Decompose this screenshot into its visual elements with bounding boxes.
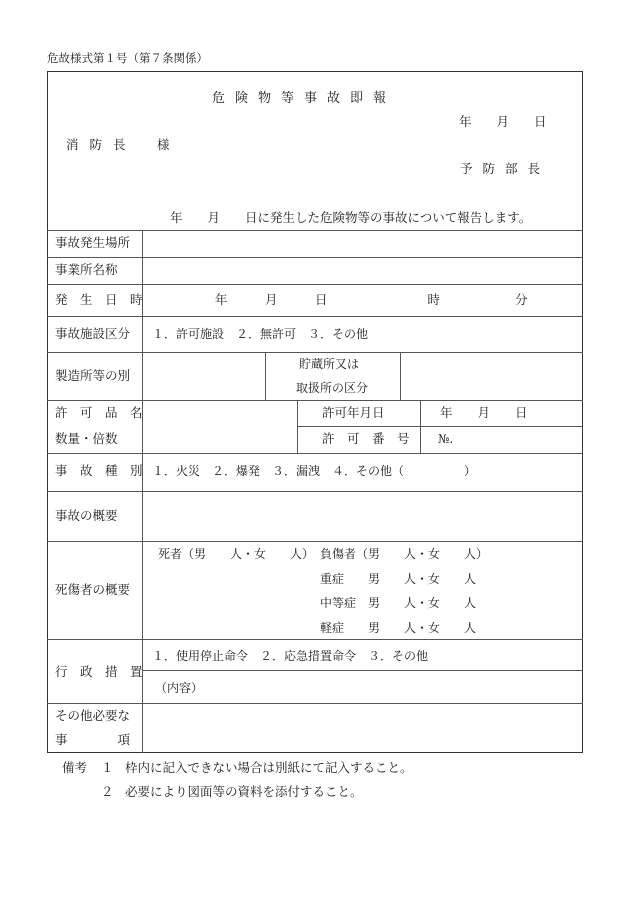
- type-options[interactable]: １．火災 ２．爆発 ３．漏洩 ４．その他（ ）: [152, 464, 477, 478]
- row-divider: [47, 257, 583, 258]
- datetime-value[interactable]: 年 月 日 時 分: [215, 292, 528, 307]
- datetime-label: 発 生 日 時: [55, 292, 143, 307]
- admin-options[interactable]: １．使用停止命令 ２．応急措置命令 ３．その他: [152, 649, 429, 663]
- casualties-label: 死傷者の概要: [55, 582, 131, 597]
- permit-quantity-label: 数量・倍数: [55, 431, 118, 446]
- header-divider: [47, 230, 583, 231]
- admin-divider: [142, 670, 583, 671]
- casualties-injured[interactable]: 負傷者（男 人・女 人）: [320, 547, 489, 561]
- permit-divider-left: [297, 400, 298, 453]
- report-sentence: 年 月 日に発生した危険物等の事故について報告します。: [170, 210, 532, 225]
- permit-date-value[interactable]: 年 月 日: [440, 405, 528, 420]
- note-number: ２: [101, 784, 114, 799]
- permit-number-value[interactable]: №.: [438, 432, 454, 446]
- sender: 予防部長: [460, 161, 551, 176]
- note-number: １: [101, 760, 114, 775]
- row-divider: [47, 316, 583, 317]
- manufacture-divider: [265, 352, 266, 400]
- form-number: 危故様式第１号（第７条関係）: [47, 51, 208, 65]
- permit-divider-right: [420, 400, 421, 453]
- manufacture-label: 製造所等の別: [55, 368, 131, 383]
- casualties-serious[interactable]: 重症 男 人・女 人: [320, 572, 477, 586]
- casualties-dead[interactable]: 死者（男 人・女 人）: [158, 547, 315, 561]
- notes-heading: 備考: [62, 760, 88, 775]
- row-divider: [47, 541, 583, 542]
- facility-label: 事故施設区分: [55, 326, 131, 341]
- row-divider: [47, 284, 583, 285]
- facility-options[interactable]: １．許可施設 ２．無許可 ３．その他: [152, 327, 369, 341]
- addressee: 消防長: [66, 137, 137, 152]
- row-divider: [47, 703, 583, 704]
- permit-number-label: 許 可 番 号: [322, 431, 410, 446]
- permit-item-label: 許 可 品 名: [55, 405, 143, 420]
- casualties-minor[interactable]: 軽症 男 人・女 人: [320, 621, 477, 635]
- note-text: 枠内に記入できない場合は別紙にて記入すること。: [125, 760, 413, 775]
- admin-label: 行 政 措 置: [55, 664, 143, 679]
- storage-label-2: 取扱所の区分: [296, 381, 369, 395]
- storage-divider: [400, 352, 401, 400]
- row-divider: [47, 639, 583, 640]
- form-title: 危険物等事故即報: [212, 91, 397, 106]
- admin-content[interactable]: （内容）: [155, 681, 204, 695]
- addressee-honorific: 様: [157, 137, 170, 152]
- summary-label: 事故の概要: [55, 508, 118, 523]
- other-label-1: その他必要な: [55, 708, 131, 723]
- report-date[interactable]: 年 月 日: [459, 114, 547, 129]
- office-label: 事業所名称: [55, 262, 118, 277]
- note-text: 必要により図面等の資料を添付すること。: [125, 784, 363, 799]
- type-label: 事 故 種 別: [55, 463, 143, 478]
- row-divider: [47, 453, 583, 454]
- other-label-2: 事 項: [55, 732, 131, 747]
- permit-divider: [297, 426, 583, 427]
- permit-date-label: 許可年月日: [322, 405, 385, 420]
- row-divider: [47, 491, 583, 492]
- row-divider: [47, 352, 583, 353]
- row-divider: [47, 400, 583, 401]
- location-label: 事故発生場所: [55, 235, 131, 250]
- storage-label-1: 貯蔵所又は: [299, 357, 360, 371]
- casualties-moderate[interactable]: 中等症 男 人・女 人: [320, 596, 477, 610]
